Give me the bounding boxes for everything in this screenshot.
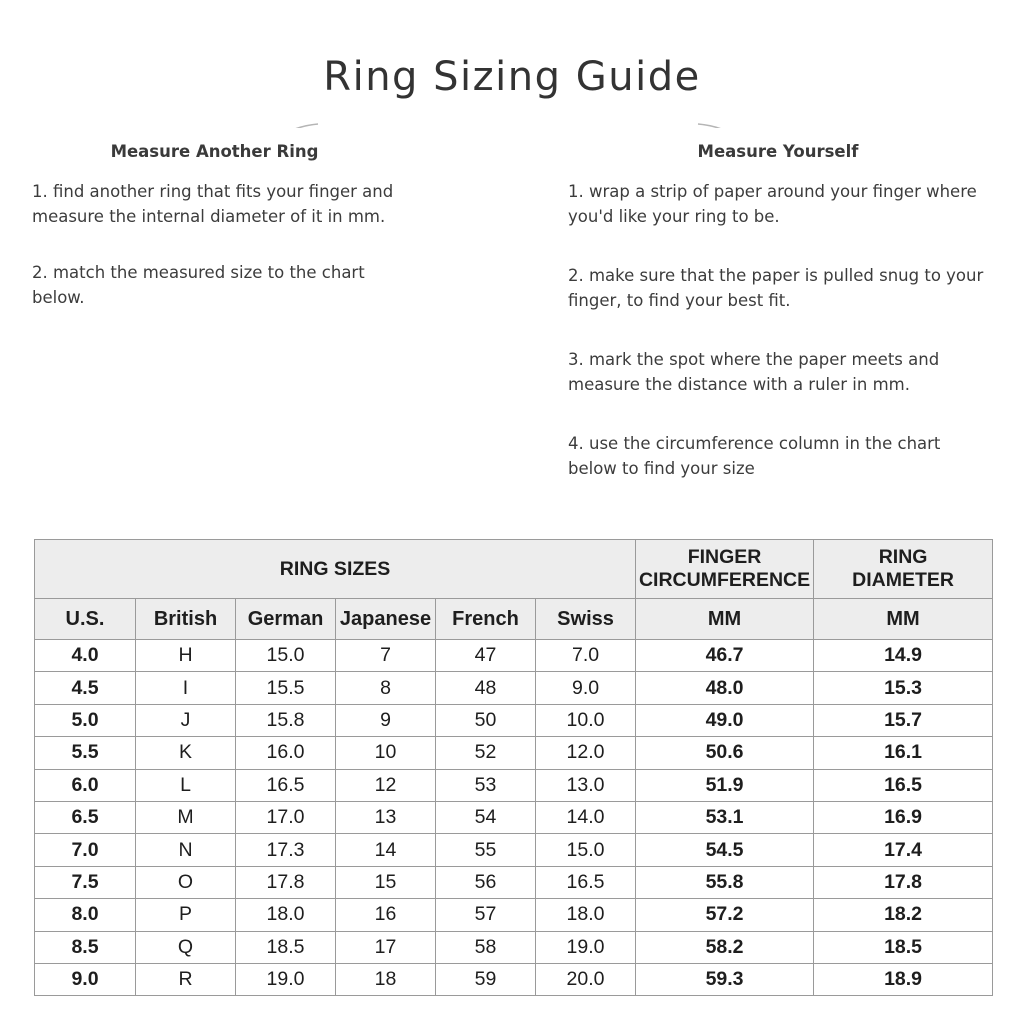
- table-cell: 7.0: [35, 834, 136, 866]
- step-text: 4. use the circumference column in the chart below to find your size: [568, 434, 941, 478]
- table-cell: 55.8: [636, 866, 814, 898]
- table-cell: K: [136, 737, 236, 769]
- curved-arrow-right-icon: [698, 124, 752, 128]
- table-cell: 7: [336, 640, 436, 672]
- table-cell: 10: [336, 737, 436, 769]
- table-cell: 7.0: [536, 640, 636, 672]
- table-group-header-row: [35, 540, 993, 599]
- step-text: 3. mark the spot where the paper meets and measure the distance with a ruler in mm.: [568, 350, 940, 394]
- table-cell: 19.0: [536, 931, 636, 963]
- table-cell: 8: [336, 672, 436, 704]
- column-header: MM: [636, 599, 814, 640]
- measure-another-ring-section: [32, 142, 417, 341]
- table-cell: 50.6: [636, 737, 814, 769]
- table-cell: 20.0: [536, 963, 636, 995]
- table-cell: 16.1: [814, 737, 993, 769]
- ring-diameter-group-header: [814, 540, 993, 599]
- table-cell: 46.7: [636, 640, 814, 672]
- header-line: RING: [878, 546, 928, 568]
- table-cell: 16: [336, 899, 436, 931]
- column-header: Japanese: [336, 599, 436, 640]
- table-row: [35, 672, 993, 704]
- table-cell: Q: [136, 931, 236, 963]
- table-row: [35, 931, 993, 963]
- table-cell: 18.2: [814, 899, 993, 931]
- table-cell: 53.1: [636, 801, 814, 833]
- table-cell: 7.5: [35, 866, 136, 898]
- table-cell: 48.0: [636, 672, 814, 704]
- table-cell: 57.2: [636, 899, 814, 931]
- table-row: [35, 737, 993, 769]
- table-cell: 8.5: [35, 931, 136, 963]
- table-cell: 5.5: [35, 737, 136, 769]
- table-cell: 55: [436, 834, 536, 866]
- table-cell: 17: [336, 931, 436, 963]
- table-cell: 17.0: [236, 801, 336, 833]
- table-cell: P: [136, 899, 236, 931]
- table-cell: 16.0: [236, 737, 336, 769]
- table-cell: 13.0: [536, 769, 636, 801]
- table-cell: 18: [336, 963, 436, 995]
- table-row: [35, 640, 993, 672]
- table-cell: 14: [336, 834, 436, 866]
- table-cell: 18.9: [814, 963, 993, 995]
- page-title: Ring Sizing Guide: [323, 54, 701, 100]
- table-cell: 16.5: [814, 769, 993, 801]
- table-cell: L: [136, 769, 236, 801]
- table-cell: 10.0: [536, 704, 636, 736]
- header-line: DIAMETER: [852, 569, 954, 591]
- finger-circumference-group-header: [636, 540, 814, 599]
- table-cell: O: [136, 866, 236, 898]
- header-line: FINGER: [687, 546, 762, 568]
- step-text: 1. find another ring that fits your finger and measure the internal diameter of it in mm.: [32, 182, 394, 226]
- table-cell: 58.2: [636, 931, 814, 963]
- table-cell: 16.5: [536, 866, 636, 898]
- section-heading: Measure Another Ring: [110, 142, 319, 161]
- table-cell: 14.9: [814, 640, 993, 672]
- step-text: 2. match the measured size to the chart below.: [32, 263, 365, 307]
- table-cell: 15.3: [814, 672, 993, 704]
- column-header: Swiss: [536, 599, 636, 640]
- table-cell: M: [136, 801, 236, 833]
- table-cell: 18.5: [236, 931, 336, 963]
- table-row: [35, 801, 993, 833]
- table-cell: 48: [436, 672, 536, 704]
- table-cell: 6.5: [35, 801, 136, 833]
- table-cell: 15.8: [236, 704, 336, 736]
- table-cell: 17.8: [814, 866, 993, 898]
- table-cell: 16.5: [236, 769, 336, 801]
- table-cell: 51.9: [636, 769, 814, 801]
- ring-size-chart: [34, 539, 993, 996]
- column-header: British: [136, 599, 236, 640]
- table-cell: 18.0: [536, 899, 636, 931]
- table-cell: 13: [336, 801, 436, 833]
- table-cell: 18.0: [236, 899, 336, 931]
- table-cell: 8.0: [35, 899, 136, 931]
- table-cell: 18.5: [814, 931, 993, 963]
- table-cell: 15: [336, 866, 436, 898]
- table-row: [35, 963, 993, 995]
- table-cell: 4.5: [35, 672, 136, 704]
- header-line: CIRCUMFERENCE: [638, 569, 811, 591]
- table-cell: 59: [436, 963, 536, 995]
- table-cell: 16.9: [814, 801, 993, 833]
- table-cell: 57: [436, 899, 536, 931]
- table-cell: 6.0: [35, 769, 136, 801]
- table-row: [35, 769, 993, 801]
- table-cell: 59.3: [636, 963, 814, 995]
- table-cell: 19.0: [236, 963, 336, 995]
- column-header: U.S.: [35, 599, 136, 640]
- table-row: [35, 834, 993, 866]
- table-cell: 17.4: [814, 834, 993, 866]
- table-cell: 15.7: [814, 704, 993, 736]
- table-cell: 14.0: [536, 801, 636, 833]
- table-cell: 54.5: [636, 834, 814, 866]
- table-cell: 15.0: [536, 834, 636, 866]
- table-column-header-row: [35, 599, 993, 640]
- table-cell: 17.8: [236, 866, 336, 898]
- step-text: 1. wrap a strip of paper around your finger where you'd like your ring to be.: [568, 182, 977, 226]
- table-cell: 12.0: [536, 737, 636, 769]
- table-cell: 9: [336, 704, 436, 736]
- table-cell: 53: [436, 769, 536, 801]
- table-cell: 15.5: [236, 672, 336, 704]
- measure-yourself-section: [568, 142, 988, 515]
- table-cell: 47: [436, 640, 536, 672]
- table-cell: 54: [436, 801, 536, 833]
- column-header: MM: [814, 599, 993, 640]
- column-header: German: [236, 599, 336, 640]
- table-cell: R: [136, 963, 236, 995]
- table-cell: H: [136, 640, 236, 672]
- title-section: [0, 48, 1024, 128]
- table-cell: 49.0: [636, 704, 814, 736]
- table-cell: 12: [336, 769, 436, 801]
- table-row: [35, 899, 993, 931]
- table-cell: 50: [436, 704, 536, 736]
- table-cell: 52: [436, 737, 536, 769]
- section-heading: Measure Yourself: [697, 142, 859, 161]
- table-body: [35, 640, 993, 996]
- table-cell: 9.0: [35, 963, 136, 995]
- step-text: 2. make sure that the paper is pulled snug to your finger, to find your best fit.: [568, 266, 984, 310]
- table-row: [35, 866, 993, 898]
- table-cell: I: [136, 672, 236, 704]
- table-cell: 58: [436, 931, 536, 963]
- table-cell: 56: [436, 866, 536, 898]
- table-row: [35, 704, 993, 736]
- table-cell: 4.0: [35, 640, 136, 672]
- table-cell: 17.3: [236, 834, 336, 866]
- ring-sizes-group-header: RING SIZES: [35, 540, 636, 599]
- column-header: French: [436, 599, 536, 640]
- table-cell: 15.0: [236, 640, 336, 672]
- table-cell: N: [136, 834, 236, 866]
- table-cell: J: [136, 704, 236, 736]
- table-cell: 9.0: [536, 672, 636, 704]
- table-cell: 5.0: [35, 704, 136, 736]
- curved-arrow-left-icon: [262, 124, 318, 128]
